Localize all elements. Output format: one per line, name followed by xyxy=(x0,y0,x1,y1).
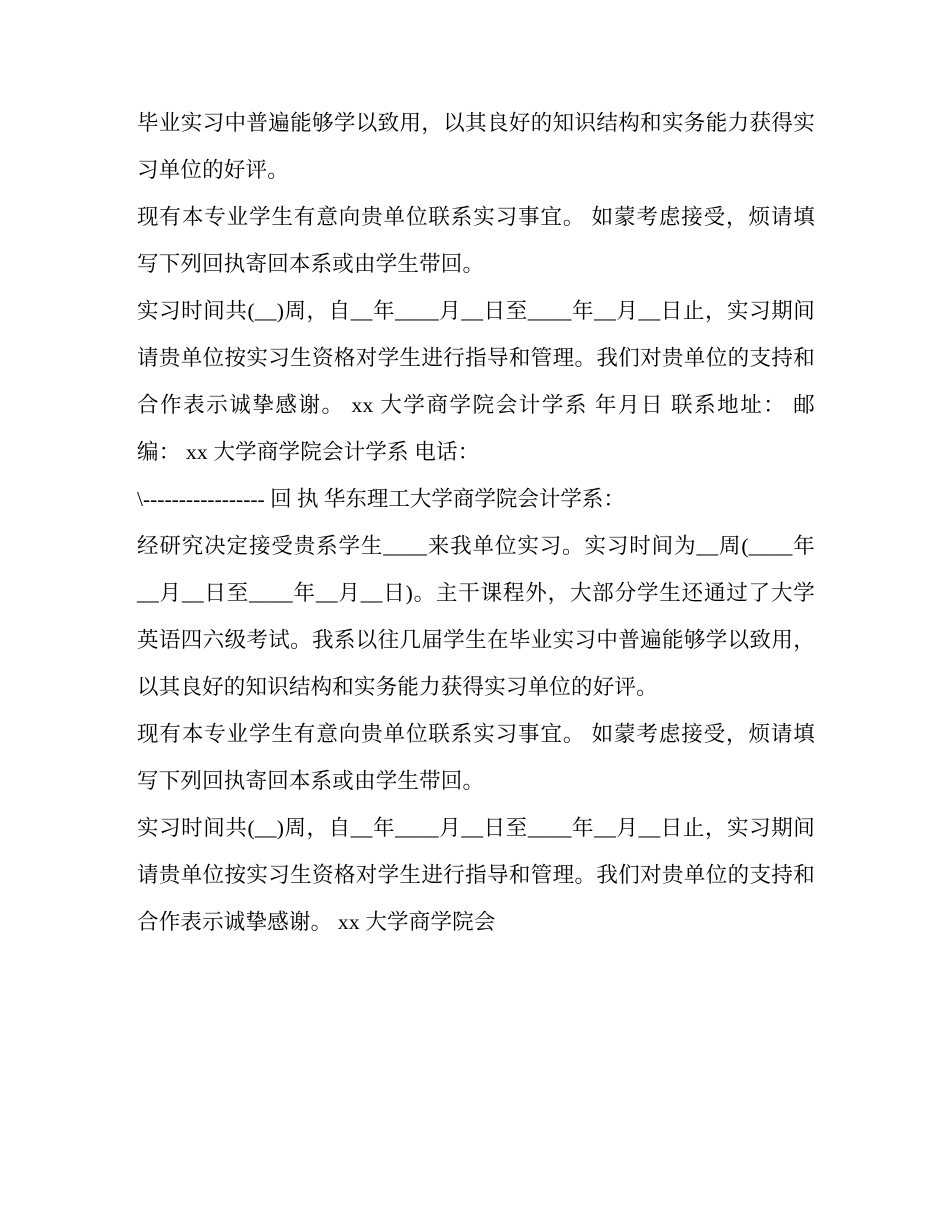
paragraph-3: 实习时间共(__)周，自__年____月__日至____年__月__日止，实习期间请贵单位按实习生资格对学生进行指导和管理。我们对贵单位的支持和合作表示诚挚感谢。 xx 大学商学院会计学系 年月日 联系地址： 邮编： xx 大学商学院会计学系 电话： xyxy=(137,299,815,464)
paragraph-7: 实习时间共(__)周，自__年____月__日至____年__月__日止，实习期间请贵单位按实习生资格对学生进行指导和管理。我们对贵单位的支持和合作表示诚挚感谢。 xx 大学商学院会 xyxy=(137,816,815,934)
document-body xyxy=(137,100,815,946)
paragraph-1: 毕业实习中普遍能够学以致用，以其良好的知识结构和实务能力获得实习单位的好评。 xyxy=(137,111,815,182)
paragraph-2: 现有本专业学生有意向贵单位联系实习事宜。 如蒙考虑接受，烦请填写下列回执寄回本系或由学生带回。 xyxy=(137,205,815,276)
paragraph-4-receipt-header: \----------------- 回 执 华东理工大学商学院会计学系： xyxy=(137,487,625,511)
paragraph-5: 经研究决定接受贵系学生____来我单位实习。实习时间为__周(____年__月__日至____年__月__日)。主干课程外，大部分学生还通过了大学英语四六级考试。我系以往几届学生在毕业实习中普遍能够学以致用，以其良好的知识结构和实务能力获得实习单位的好评。 xyxy=(137,534,815,699)
paragraph-6: 现有本专业学生有意向贵单位联系实习事宜。 如蒙考虑接受，烦请填写下列回执寄回本系或由学生带回。 xyxy=(137,722,815,793)
